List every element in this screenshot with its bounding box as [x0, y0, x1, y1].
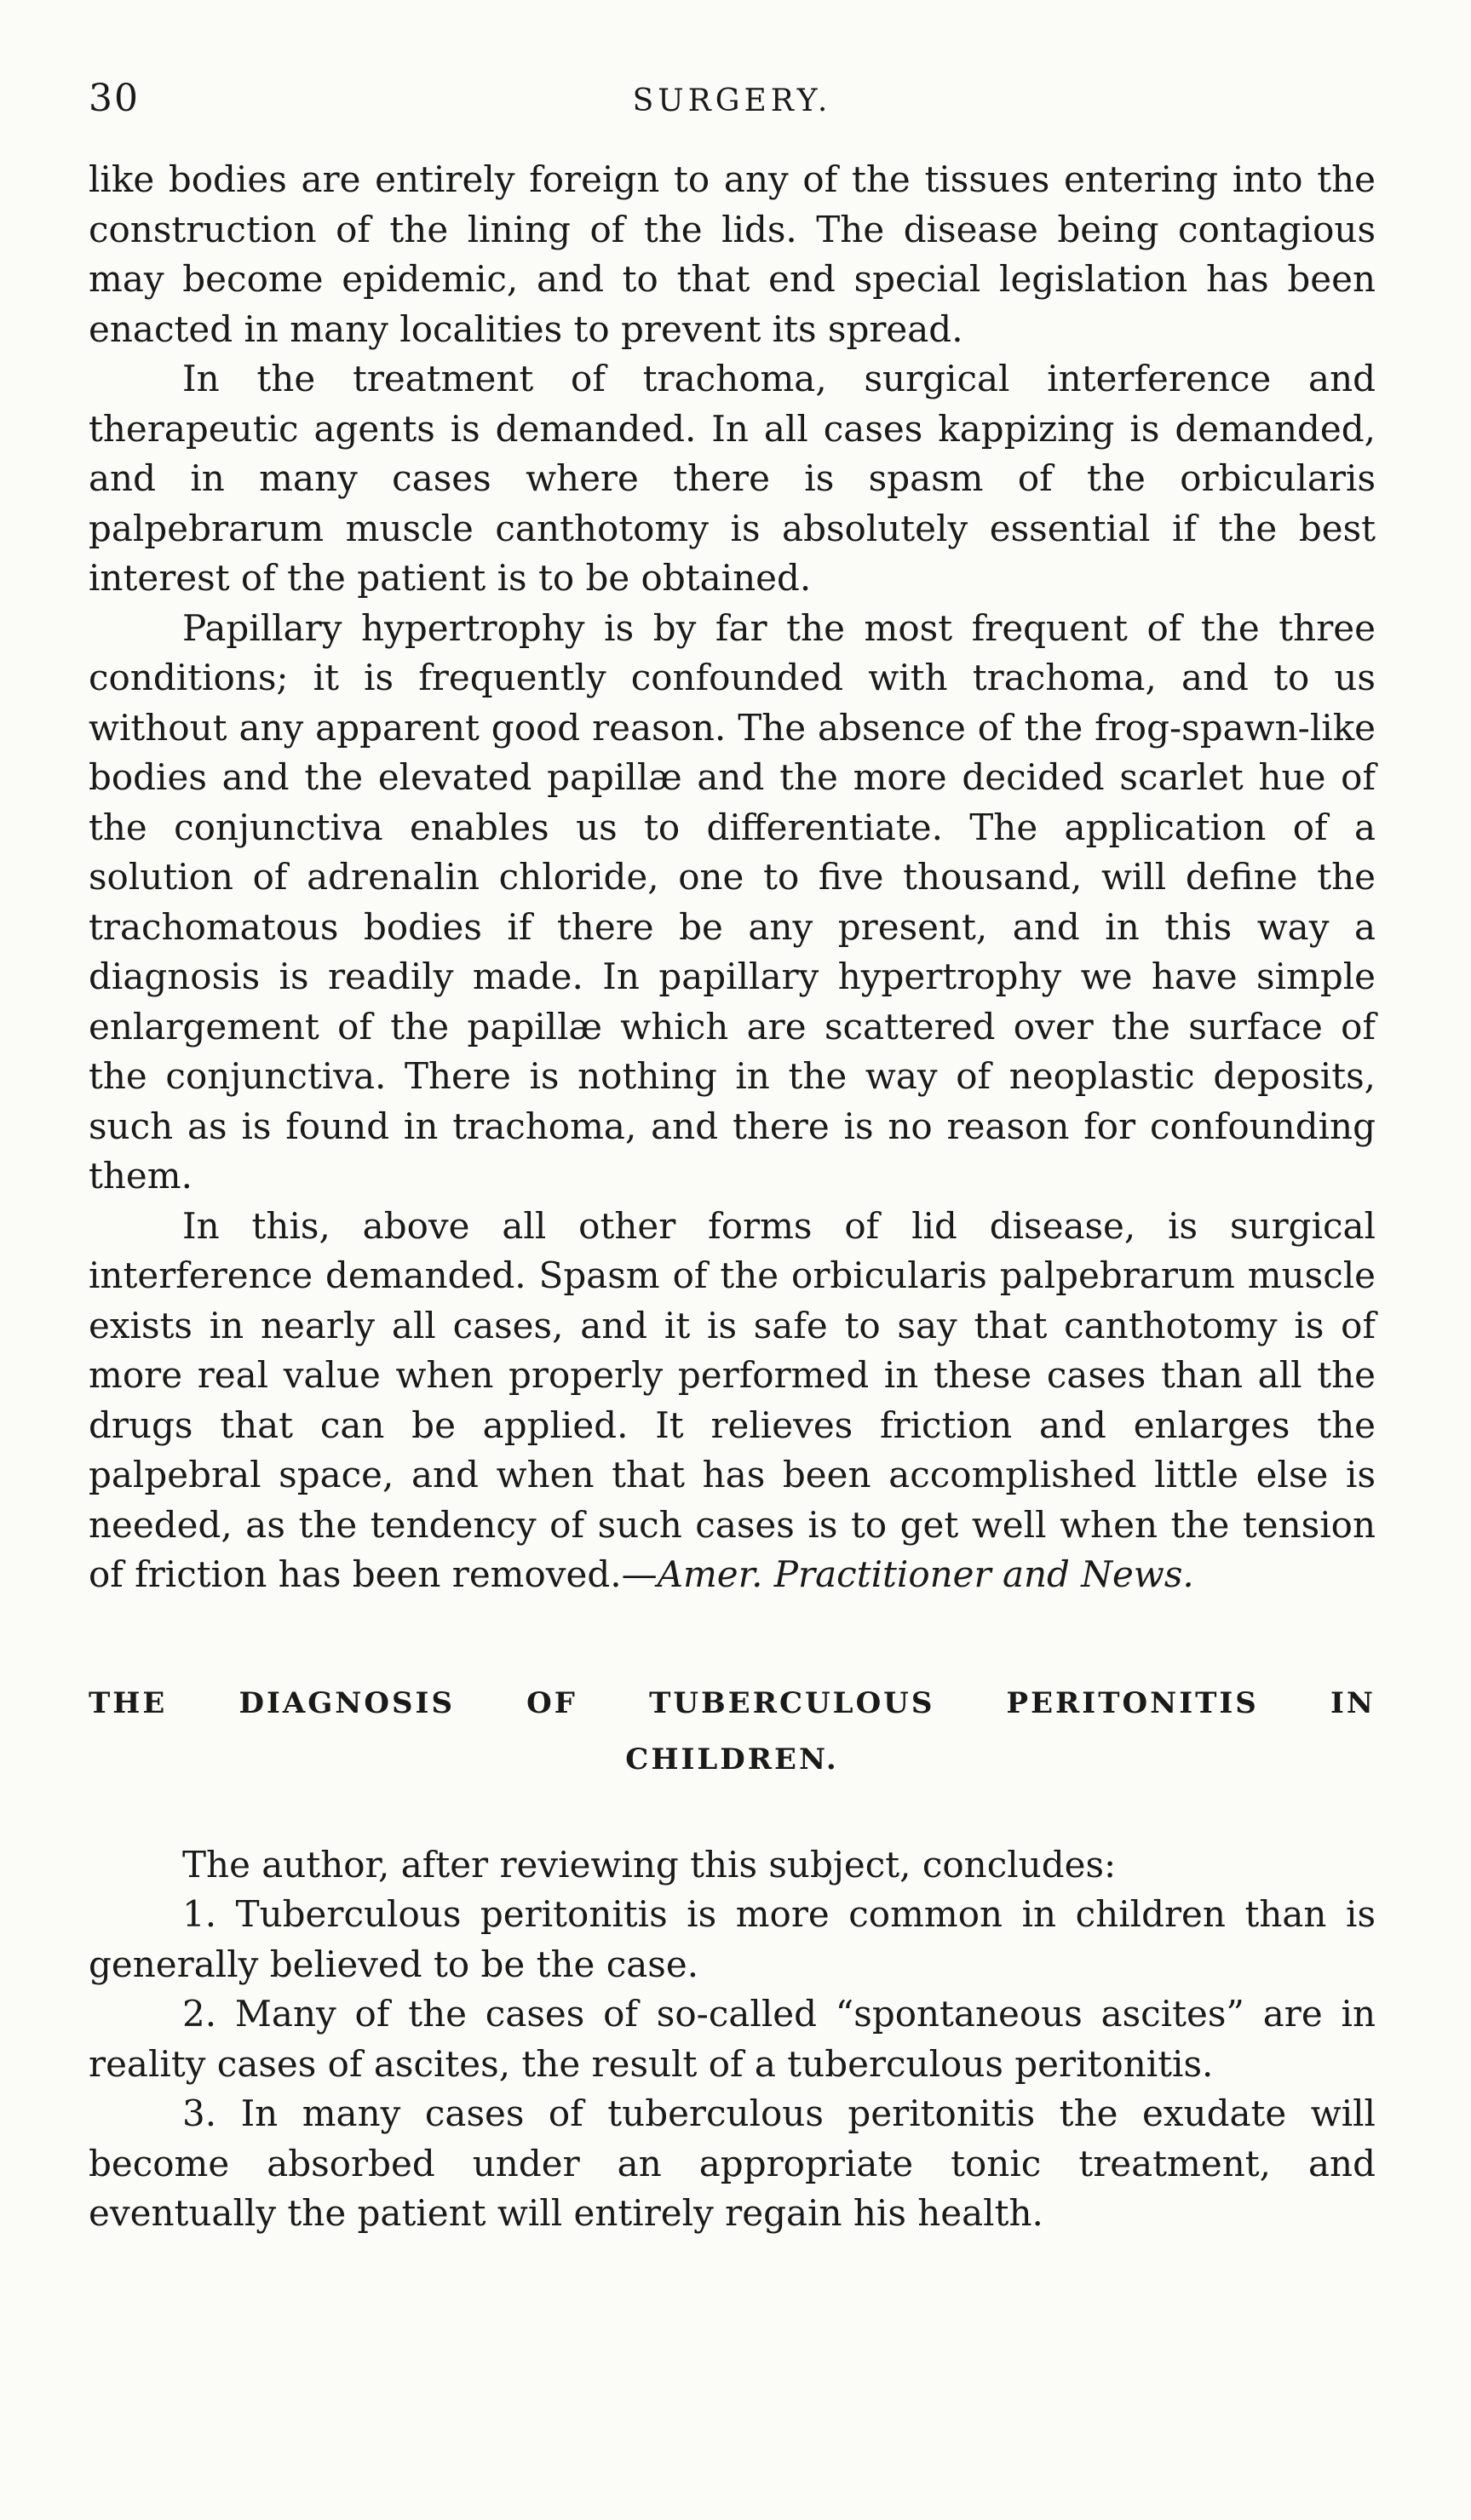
running-head [89, 77, 1376, 140]
paragraph: In the treatment of trachoma, surgical interference and therapeutic agents is demanded. In all cases kappizing is demanded, and in many cases where there is spasm of the orbicularis palpebrarum muscle canthotomy is absolutely essential if the best interest of the patient is to be obtained. [89, 358, 1376, 599]
article-intro: The author, after reviewing this subject, concludes: [182, 1843, 1117, 1886]
article-title [89, 1675, 1376, 1788]
conclusion-item: 1. Tuberculous peritonitis is more common in children than is generally believed to be the case. [89, 1893, 1376, 1985]
paragraph: like bodies are entirely foreign to any of the tissues entering into the construction of the lining of the lids. The disease being contagious may become epidemic, and to that end special legislation has been enacted in many localities to prevent its spread. [89, 158, 1376, 350]
page-number: 30 [89, 77, 140, 120]
conclusion-item: 2. Many of the cases of so-called “spontaneous ascites” are in reality cases of ascites, the result of a tuberculous peritonitis. [89, 1993, 1376, 2085]
article-title-line: CHILDREN. [625, 1742, 839, 1777]
article-body [89, 1840, 1376, 2239]
running-title: SURGERY. [632, 83, 832, 118]
conclusion-item: 3. In many cases of tuberculous peritonitis the exudate will become absorbed under an appropriate tonic treatment, and eventually the patient will entirely regain his health. [89, 2092, 1376, 2234]
continued-article [89, 155, 1376, 1600]
source-citation: Amer. Practitioner and News. [657, 1553, 1194, 1595]
paragraph-text: In this, above all other forms of lid disease, is surgical interference demanded. Spasm of the orbicularis palpebrarum muscle exists in nearly all cases, and it is safe to say that canthotomy is of more real value when properly performed in these cases than all the drugs that can be applied. It relieves friction and enlarges the palpebral space, and when that has been accomplished little else is needed, as the tendency of such cases is to get well when the tension of friction has been removed.— [89, 1204, 1376, 1595]
paragraph: Papillary hypertrophy is by far the most frequent of the three conditions; it is frequently confounded with trachoma, and to us without any apparent good reason. The absence of the frog-spawn-like bodies and the elevated papillæ and the more decided scarlet hue of the conjunctiva enables us to differentiate. The application of a solution of adrenalin chloride, one to five thousand, will define the trachomatous bodies if there be any present, and in this way a diagnosis is readily made. In papillary hypertrophy we have simple enlargement of the papillæ which are scattered over the surface of the conjunctiva. There is nothing in the way of neoplastic deposits, such as is found in trachoma, and there is no reason for confounding them. [89, 606, 1376, 1197]
article-title-line: THE DIAGNOSIS OF TUBERCULOUS PERITONITIS IN [89, 1685, 1376, 1720]
paragraph-with-citation [89, 1202, 1376, 1600]
